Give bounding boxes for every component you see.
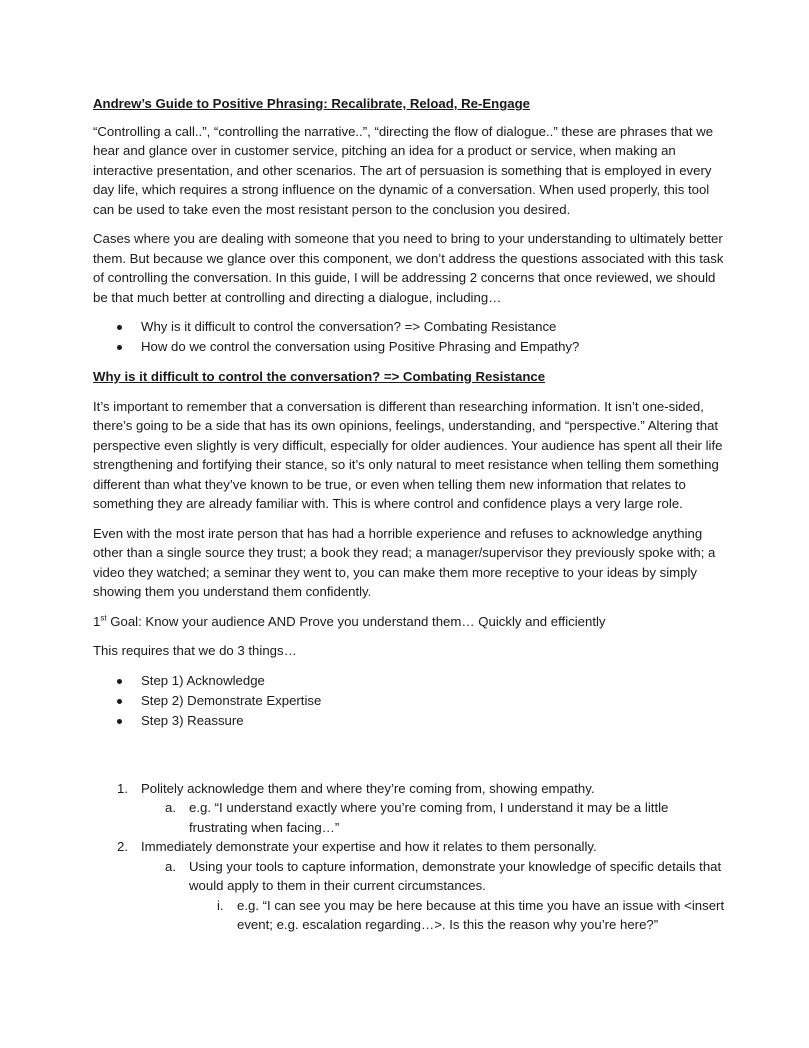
blank-space (93, 741, 725, 779)
document-page (93, 94, 725, 935)
list-item: Step 2) Demonstrate Expertise (93, 691, 725, 711)
numbered-item-2: 2. Immediately demonstrate your expertise and how it relates to them personally. (117, 839, 597, 854)
list-item: Why is it difficult to control the conversation? => Combating Resistance (93, 317, 725, 337)
intro-paragraph-2: Cases where you are dealing with someone that you need to bring to your understanding to ultimately better them. But because we glance over this component, we don’t address the questions associated with this task of controlling the conversation. In this guide, I will be addressing 2 concerns that once reviewed, we should be that much better at controlling and directing a dialogue, including… (93, 231, 724, 305)
list-item: Step 3) Reassure (93, 711, 725, 731)
bullet-icon (117, 699, 122, 704)
list-item: Step 1) Acknowledge (93, 671, 725, 691)
document-title: Andrew’s Guide to Positive Phrasing: Recalibrate, Reload, Re-Engage (93, 96, 530, 111)
bullet-icon (117, 325, 122, 330)
numbered-item-1: 1. Politely acknowledge them and where they’re coming from, showing empathy. (117, 780, 595, 796)
section-heading: Why is it difficult to control the conversation? => Combating Resistance (93, 369, 546, 384)
steps-bullet-list (93, 671, 725, 731)
bullet-icon (117, 719, 122, 724)
list-item: How do we control the conversation using Positive Phrasing and Empathy? (93, 337, 725, 357)
requires-line: This requires that we do 3 things… (93, 643, 297, 658)
numbered-list (93, 779, 725, 935)
intro-bullet-list (93, 317, 725, 357)
numbered-item-1a: a. e.g. “I understand exactly where you’re coming from, I understand it may be a little frustrating when facing…” (165, 800, 669, 835)
numbered-item-2a: a. Using your tools to capture information, demonstrate your knowledge of specific details that would apply to them in their current circumstances. (165, 858, 722, 893)
bullet-icon (117, 345, 122, 350)
goal-line: 1st Goal: Know your audience AND Prove you understand them… Quickly and efficiently (93, 613, 606, 629)
numbered-item-2ai: i. e.g. “I can see you may be here because at this time you have an issue with <insert event; e.g. escalation regarding…>. Is this the reason why you’re here?” (217, 897, 725, 932)
section-paragraph-2: Even with the most irate person that has had a horrible experience and refuses to acknowledge anything other than a single source they trust; a book they read; a manager/supervisor they previously spoke with; a video they watched; a seminar they went to, you can make them more receptive to your ideas by simply showing them you understand them confidently. (93, 525, 716, 599)
section-paragraph-1: It’s important to remember that a conversation is different than researching information. It isn’t one-sided, there’s going to be a side that has its own opinions, feelings, understanding, and “perspective.” Altering that perspective even slightly is very difficult, especially for older audiences. Your audience has spent all their life strengthening and fortifying their stance, so it’s only natural to meet resistance when telling them something different than what they’ve known to be true, or even when telling them new information that relates to something they are already familiar with. This is where control and confidence plays a very large role. (93, 398, 723, 511)
intro-paragraph-1: “Controlling a call..”, “controlling the narrative..”, “directing the flow of dialogue..” these are phrases that we hear and glance over in customer service, pitching an idea for a product or service, when making an interactive presentation, and other scenarios. The art of persuasion is something that is employed in every day life, which requires a strong influence on the dynamic of a conversation. When used properly, this tool can be used to take even the most resistant person to the conclusion you desired. (93, 123, 714, 217)
bullet-icon (117, 679, 122, 684)
